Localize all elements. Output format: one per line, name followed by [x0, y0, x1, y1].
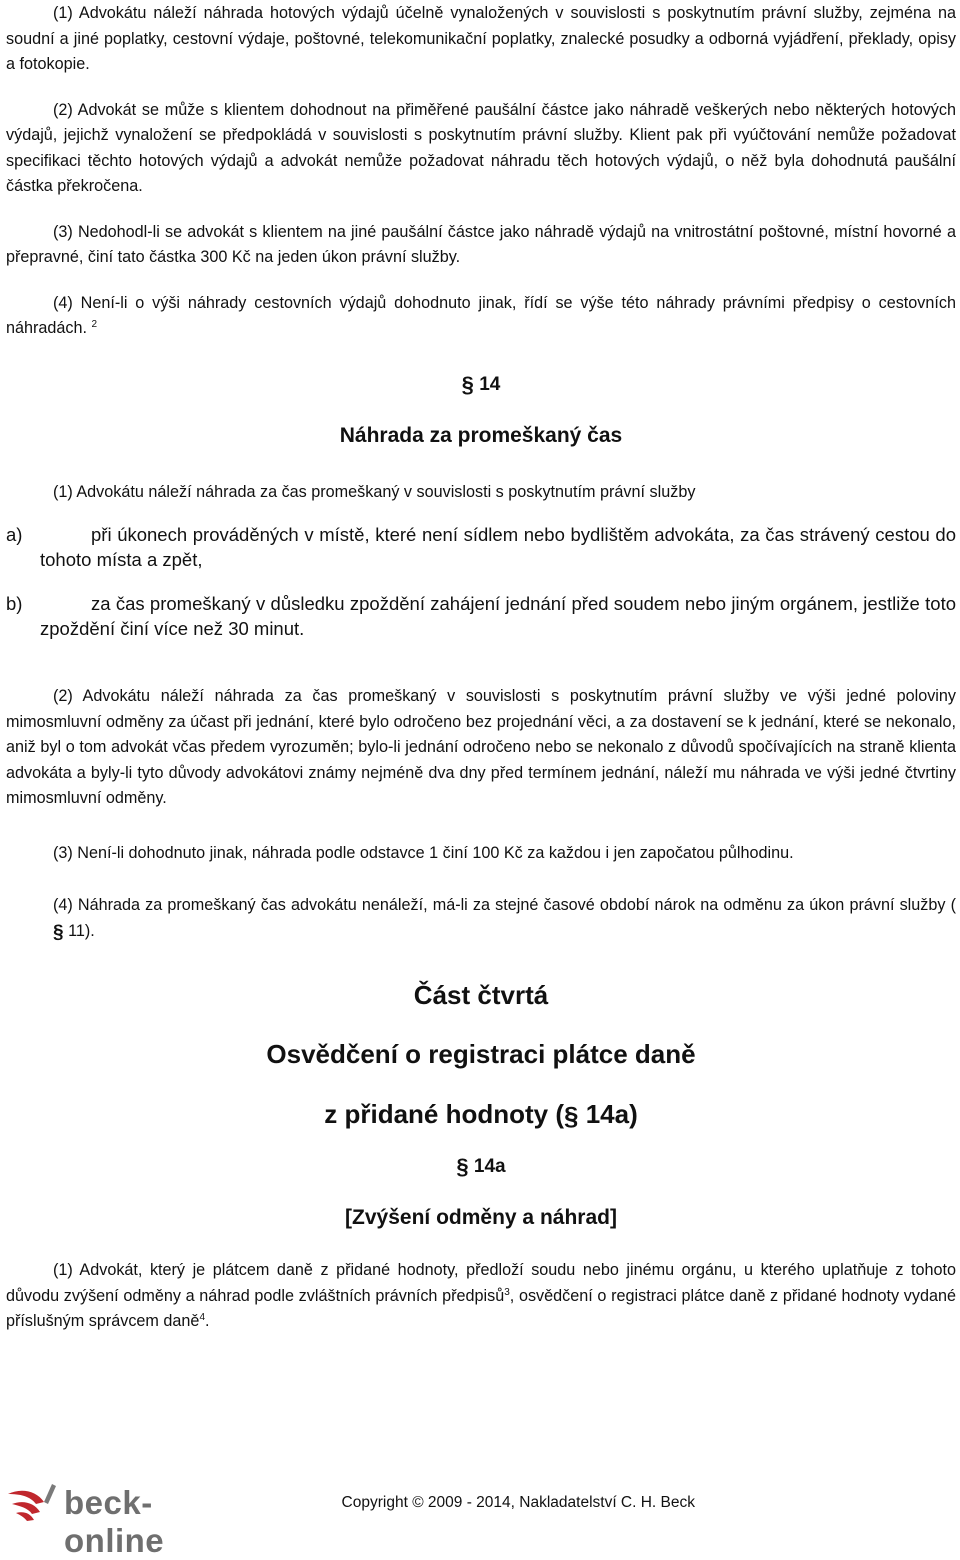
logo-text: beck-online — [64, 1484, 165, 1559]
footnote-ref-4[interactable]: 4 — [199, 1312, 205, 1323]
paragraph-4 — [6, 291, 956, 342]
part-subtitle-2-a: z přidané hodnoty ( — [324, 1099, 565, 1129]
paragraph-1: (1) Advokátu náleží náhrada hotových výdajů účelně vynaložených v souvislosti s poskytnutím právní služby, zejména na soudní a jiné poplatky, cestovní výdaje, poštovné, telekomunikační poplatky, znalecké posudky a odborná vyjádření, překlady, opisy a fotokopie. — [6, 4, 956, 73]
section-symbol: § — [564, 1101, 579, 1131]
section-symbol: § — [456, 1154, 469, 1179]
page-footer — [0, 1472, 960, 1559]
section-14-paragraph-2: (2) Advokátu náleží náhrada za čas promeškaný v souvislosti s poskytnutím právní služby ve výši jedné poloviny mimosmluvní odměny za účast při jednání, které bylo odročeno bez projednání věci, a za dostavení se k jednání, které se nekonalo, aniž byl o tom advokát včas předem vyrozuměn; bylo-li jednání odročeno nebo se nekonalo z důvodů spočívajících na straně klienta advokáta a byly-li tyto důvody advokátovi známy nejméně dva dny před termínem jednání, náleží mu náhrada ve výši jedné čtvrtiny mimosmluvní odměny. — [6, 687, 956, 807]
document-page — [6, 0, 956, 1335]
section-14-paragraph-1: (1) Advokátu náleží náhrada za čas promeškaný v souvislosti s poskytnutím právní služby — [53, 482, 696, 501]
paragraph-1-text-b: , osvědčení o registraci plátce daně z přidané hodnoty vydané příslušným správcem daně — [6, 1286, 956, 1330]
section-14a-title: [Zvýšení odměny a náhrad] — [345, 1206, 617, 1229]
section-14a-heading — [6, 1156, 956, 1178]
list-item-b — [6, 591, 956, 641]
section-14a-paragraph-1 — [6, 1258, 956, 1335]
paragraph-3: (3) Nedohodl-li se advokát s klientem na jiné paušální částce jako náhradě výdajů na vnitrostátní poštovné, místní hovorné a přepravné, činí tato částka 300 Kč na jeden úkon právní služby. — [6, 222, 956, 266]
footnote-ref-2[interactable]: 2 — [91, 319, 98, 330]
section-14-title: Náhrada za promeškaný čas — [339, 423, 623, 447]
paragraph-1-text-a: (1) Advokát, který je plátcem daně z přidané hodnoty, předloží soudu nebo jinému orgánu, u kterého uplatňuje z tohoto důvodu zvýšení odměny a náhrad podle zvláštních právních předpisů — [6, 1261, 956, 1305]
list-item-a-text: při úkonech prováděných v místě, které není sídlem nebo bydlištěm advokáta, za čas strávený cestou do tohoto místa a zpět, — [40, 524, 956, 570]
section-14a-number: 14a — [473, 1156, 506, 1177]
beck-online-logo[interactable] — [6, 1480, 246, 1559]
list-marker-b: b) — [6, 593, 23, 614]
list-marker-a: a) — [6, 524, 23, 545]
part-title: Část čtvrtá — [413, 980, 549, 1010]
paragraph-1-text-c: . — [205, 1312, 210, 1330]
footnote-ref-3[interactable]: 3 — [504, 1286, 510, 1298]
list-item-b-text: za čas promeškaný v důsledku zpoždění zahájení jednání před soudem nebo jiným orgánem, jestliže toto zpoždění činí více než 30 minut. — [40, 593, 956, 639]
section-14-number: 14 — [479, 373, 501, 395]
part-subtitle-2-b: 14a) — [578, 1099, 638, 1129]
part-subtitle-2 — [6, 1099, 956, 1130]
list-item-a — [6, 522, 956, 572]
part-subtitle-1: Osvědčení o registraci plátce daně — [266, 1039, 696, 1069]
copyright-notice: Copyright © 2009 - 2014, Nakladatelství C. H. Beck — [341, 1494, 695, 1511]
paragraph-4-text-b: 11). — [63, 921, 95, 940]
paragraph-2: (2) Advokát se může s klientem dohodnout na přiměřené paušální částce jako náhradě veškerých nebo některých hotových výdajů, jejichž vynaložení se předpokládá v souvislosti s poskytnutím právní služby. Klient pak při vyúčtování nemůže požadovat specifikaci těchto hotových výdajů a advokát nemůže požadovat náhradu těch hotových výdajů, o něž byla dohodnutá paušální částka překročena. — [6, 100, 956, 195]
section-symbol: § — [461, 371, 474, 397]
paragraph-4-text-a: (4) Náhrada za promeškaný čas advokátu nenáleží, má-li za stejné časové období nárok na odměnu za úkon právní služby ( — [53, 896, 956, 914]
section-14-paragraph-4 — [6, 893, 956, 944]
paragraph-4-text: (4) Není-li o výši náhrady cestovních výdajů dohodnuto jinak, řídí se výše této náhrady právními předpisy o cestovních náhradách. — [6, 293, 956, 337]
section-14-paragraph-3: (3) Není-li dohodnuto jinak, náhrada podle odstavce 1 činí 100 Kč za každou i jen započatou půlhodinu. — [53, 843, 794, 862]
section-14-heading — [6, 371, 956, 397]
section-symbol: § — [53, 921, 64, 943]
beck-logo-mark-icon — [6, 1480, 62, 1524]
